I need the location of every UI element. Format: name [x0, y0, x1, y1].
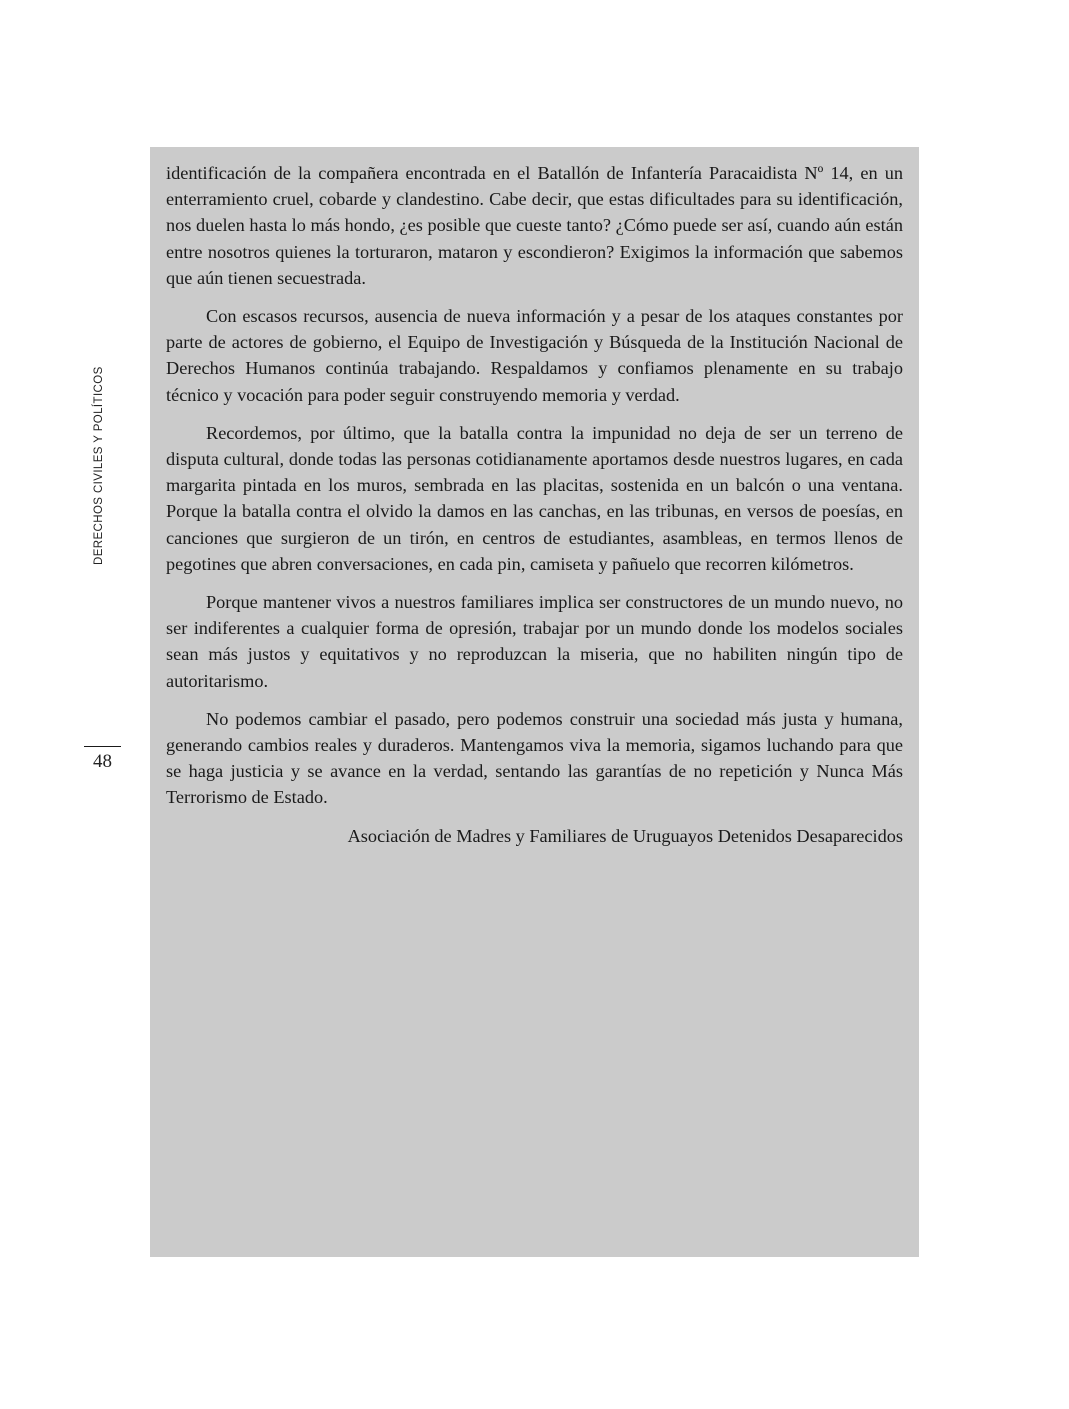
paragraph-3: Recordemos, por último, que la batalla contra la impunidad no deja de ser un terreno de disputa cultural, donde todas las personas cotidianamente aportamos desde nuestros lugares, en cada margarita pintada en los muros, sembrada en las placitas, sostenida en un balcón o una ventana. Porque la batalla contra el olvido la damos en las canchas, en las tribunas, en versos de poesías, en canciones que surgieron de un tirón, en centros de estudiantes, asambleas, en termos llenos de pegotines que abren conversaciones, en cada pin, camiseta y pañuelo que recorren kilómetros.	[166, 422, 903, 574]
page-number: 48	[93, 751, 112, 772]
page-number-rule	[84, 746, 121, 747]
shaded-text-box	[150, 147, 919, 1257]
running-header-vertical: DERECHOS CIVILES Y POLÍTICOS	[93, 366, 105, 565]
paragraph-1: identificación de la compañera encontrada en el Batallón de Infantería Paracaidista Nº 14, en un enterramiento cruel, cobarde y clandestino. Cabe decir, que estas dificultades para su identificación, nos duelen hasta lo más hondo, ¿es posible que cueste tanto? ¿Cómo puede ser así, cuando aún están entre nosotros quienes la torturaron, mataron y escondieron? Exigimos la información que sabemos que aún tienen secuestrada.	[166, 163, 903, 288]
signature: Asociación de Madres y Familiares de Uruguayos Detenidos Desaparecidos	[347, 825, 903, 846]
paragraph-2: Con escasos recursos, ausencia de nueva información y a pesar de los ataques constantes por parte de actores de gobierno, el Equipo de Investigación y Búsqueda de la Institución Nacional de Derechos Humanos continúa trabajando. Respaldamos y confiamos plenamente en su trabajo técnico y vocación para poder seguir construyendo memoria y verdad.	[166, 306, 903, 405]
paragraph-4: Porque mantener vivos a nuestros familiares implica ser constructores de un mundo nuevo, no ser indiferentes a cualquier forma de opresión, trabajar por un mundo donde los modelos sociales sean más justos y equitativos y no reproduzcan la miseria, que no habiliten ningún tipo de autoritarismo.	[166, 592, 903, 691]
paragraph-5: No podemos cambiar el pasado, pero podemos construir una sociedad más justa y humana, generando cambios reales y duraderos. Mantengamos viva la memoria, sigamos luchando para que se haga justicia y se avance en la verdad, sentando las garantías de no repetición y Nunca Más Terrorismo de Estado.	[166, 708, 903, 808]
